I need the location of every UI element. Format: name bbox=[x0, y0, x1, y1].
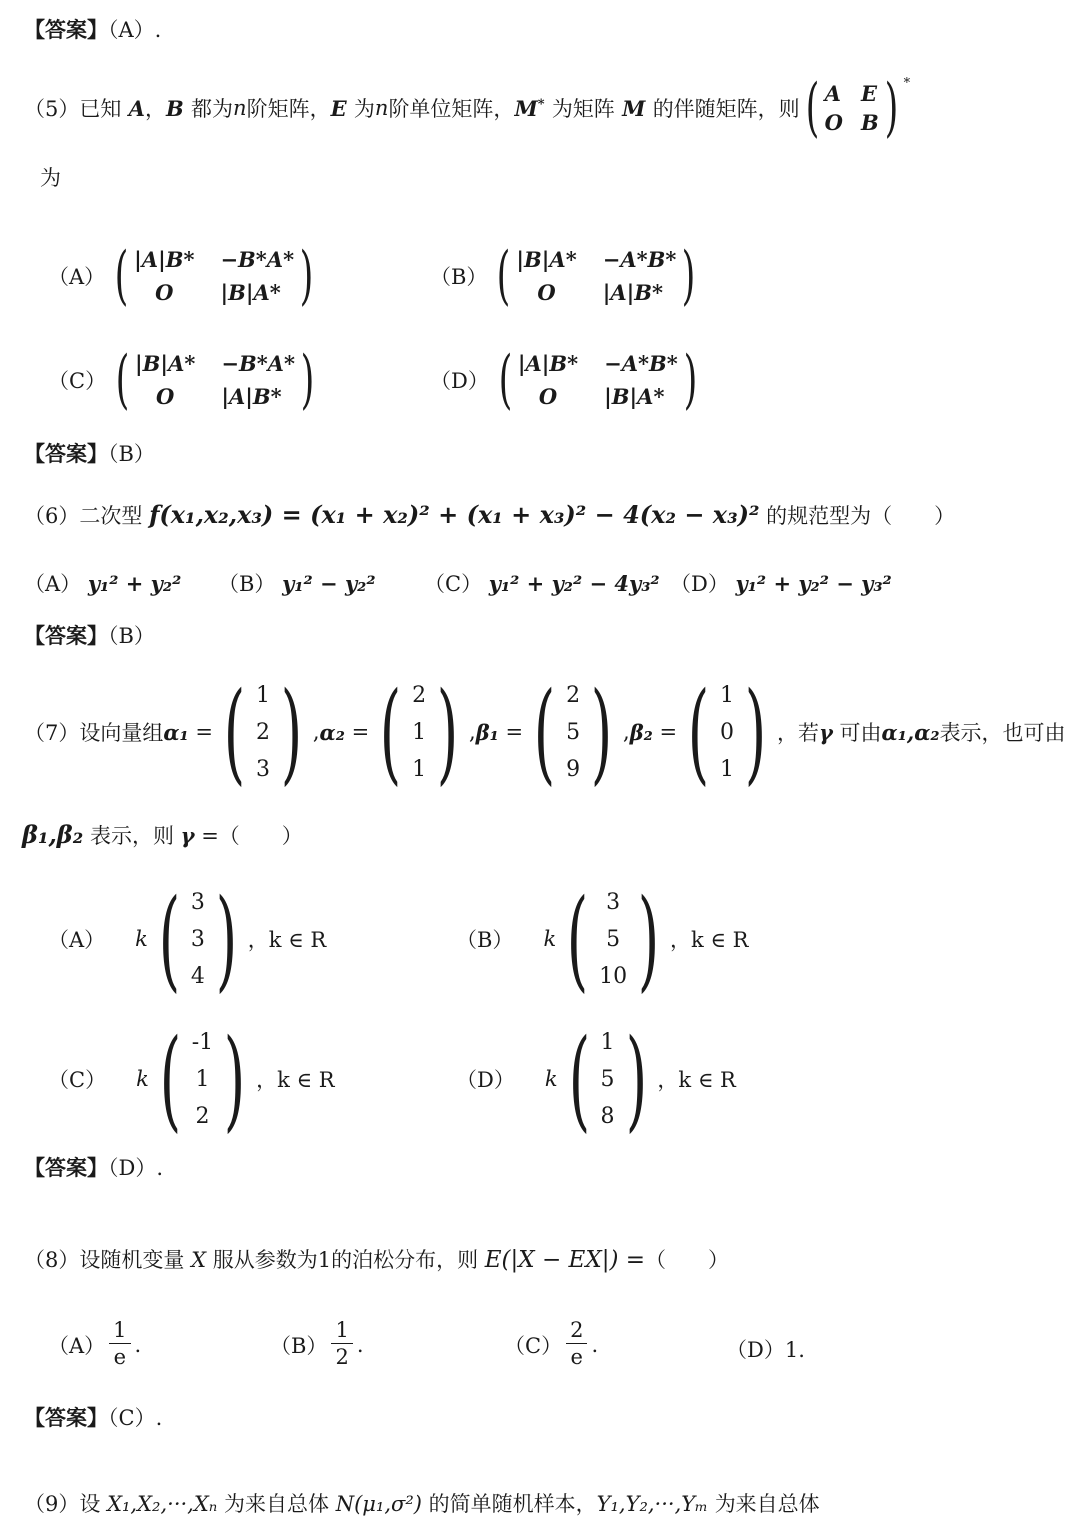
q6-answer: （B） bbox=[108, 624, 155, 648]
q5-block-matrix: ( A E O B ) * bbox=[805, 71, 911, 145]
q6-suffix: 的规范型为（ ） bbox=[766, 504, 956, 528]
q5-option-c[interactable]: （C） ( |B|A* −B*A* O |A|B* ) bbox=[48, 343, 315, 417]
q7-answer-line: 【答案】（D）. bbox=[24, 1156, 164, 1180]
vector-alpha1: ( 1 2 3 ) bbox=[223, 668, 303, 796]
q7-line2: β₁,β₂ 表示，则 γ =（ ） bbox=[22, 820, 303, 849]
q6-option-d[interactable]: （D） y₁² + y₂² − y₃² bbox=[670, 571, 892, 596]
answer-tag: 【答案】 bbox=[24, 442, 108, 466]
q6-answer-line: 【答案】（B） bbox=[24, 624, 155, 648]
q6-expr: f(x₁,x₂,x₃) = (x₁ + x₂)² + (x₁ + x₃)² − 4(x₂ − x₃)² bbox=[149, 500, 760, 529]
q5-text3: 为 bbox=[353, 97, 375, 121]
q7-option-a[interactable]: （A） k ( 3 3 4 ) ，k ∈ R bbox=[48, 875, 327, 1003]
var-A: A bbox=[121, 95, 145, 121]
q5-prefix: （5）已知 bbox=[24, 97, 122, 121]
var-M-star: M* bbox=[514, 95, 545, 121]
q5-answer: （B） bbox=[108, 442, 155, 466]
q7-option-c[interactable]: （C） k ( -1 1 2 ) ，k ∈ R bbox=[48, 1015, 335, 1143]
q6-stem bbox=[24, 500, 955, 530]
q7-option-b[interactable]: （B） k ( 3 5 10 ) ，k ∈ R bbox=[456, 875, 749, 1003]
answer-tag: 【答案】 bbox=[24, 18, 108, 42]
var-n: n bbox=[233, 96, 247, 120]
var-E: E bbox=[330, 95, 354, 121]
q5-line2: 为 bbox=[40, 166, 61, 190]
q5-option-a[interactable]: （A） ( |A|B* −B*A* O |B|A* ) bbox=[48, 239, 314, 313]
q5-text2: 阶矩阵， bbox=[246, 97, 331, 121]
q5-text6: 的伴随矩阵，则 bbox=[652, 97, 800, 121]
q5-option-b[interactable]: （B） ( |B|A* −A*B* O |A|B* ) bbox=[430, 239, 696, 313]
vector-beta1: ( 2 5 9 ) bbox=[533, 668, 613, 796]
q5-text5: 为矩阵 bbox=[551, 97, 615, 121]
q7-answer: （D）. bbox=[108, 1156, 164, 1180]
q7-stem: （7）设向量组 α₁ = ( 1 2 3 ) , α₂ = ( 2 1 1 ) , β₁ = ( 2 5 9 ) , β₂ = ( 1 0 1 ) ，若 γ 可由 α₁,α₂ 表示，也可由 bbox=[24, 668, 1066, 796]
q4-answer: （A）. bbox=[108, 18, 162, 42]
var-M: M bbox=[614, 95, 653, 121]
q5-text4: 阶单位矩阵， bbox=[388, 97, 515, 121]
q5-text1: 都为 bbox=[191, 97, 234, 121]
q9-stem: （9）设 X₁,X₂,···,Xₙ 为来自总体 N(μ₁,σ²) 的简单随机样本，Y₁,Y₂,···,Yₘ 为来自总体 bbox=[24, 1492, 820, 1516]
q8-option-d[interactable]: （D）1. bbox=[726, 1338, 805, 1362]
q5-option-d[interactable]: （D） ( |A|B* −A*B* O |B|A* ) bbox=[430, 343, 698, 417]
q6-option-a[interactable]: （A） y₁² + y₂² bbox=[24, 571, 182, 596]
q8-option-a[interactable]: （A） $\frac{1}{e}$ . bbox=[48, 1318, 142, 1370]
q8-option-b[interactable]: （B） $\frac{1}{2}$ . bbox=[270, 1318, 364, 1370]
q7-option-d[interactable]: （D） k ( 1 5 8 ) ，k ∈ R bbox=[456, 1015, 736, 1143]
q6-prefix: （6）二次型 bbox=[24, 504, 143, 528]
q8-answer-line: 【答案】（C）. bbox=[24, 1406, 163, 1430]
q8-option-c[interactable]: （C） $\frac{2}{e}$ . bbox=[504, 1318, 599, 1370]
var-B: B bbox=[165, 95, 192, 121]
q8-stem: （8）设随机变量 X 服从参数为1的泊松分布，则 E(|X − EX|) =（ ） bbox=[24, 1247, 730, 1273]
q6-option-c[interactable]: （C） y₁² + y₂² − 4y₃² bbox=[424, 571, 660, 596]
vector-alpha2: ( 2 1 1 ) bbox=[379, 668, 459, 796]
q7-prefix: （7）设向量组 bbox=[24, 721, 164, 745]
q4-answer-line bbox=[24, 14, 161, 44]
q6-option-b[interactable]: （B） y₁² − y₂² bbox=[218, 571, 376, 596]
q8-answer: （C）. bbox=[108, 1406, 163, 1430]
vector-beta2: ( 1 0 1 ) bbox=[687, 668, 767, 796]
q5-stem: （5）已知 A ， B 都为 n 阶矩阵， E 为 n 阶单位矩阵， M* 为矩阵 M 的伴随矩阵，则 ( A E O B ) * bbox=[24, 71, 911, 145]
q5-answer-line bbox=[24, 438, 155, 468]
var-n2: n bbox=[374, 96, 389, 120]
